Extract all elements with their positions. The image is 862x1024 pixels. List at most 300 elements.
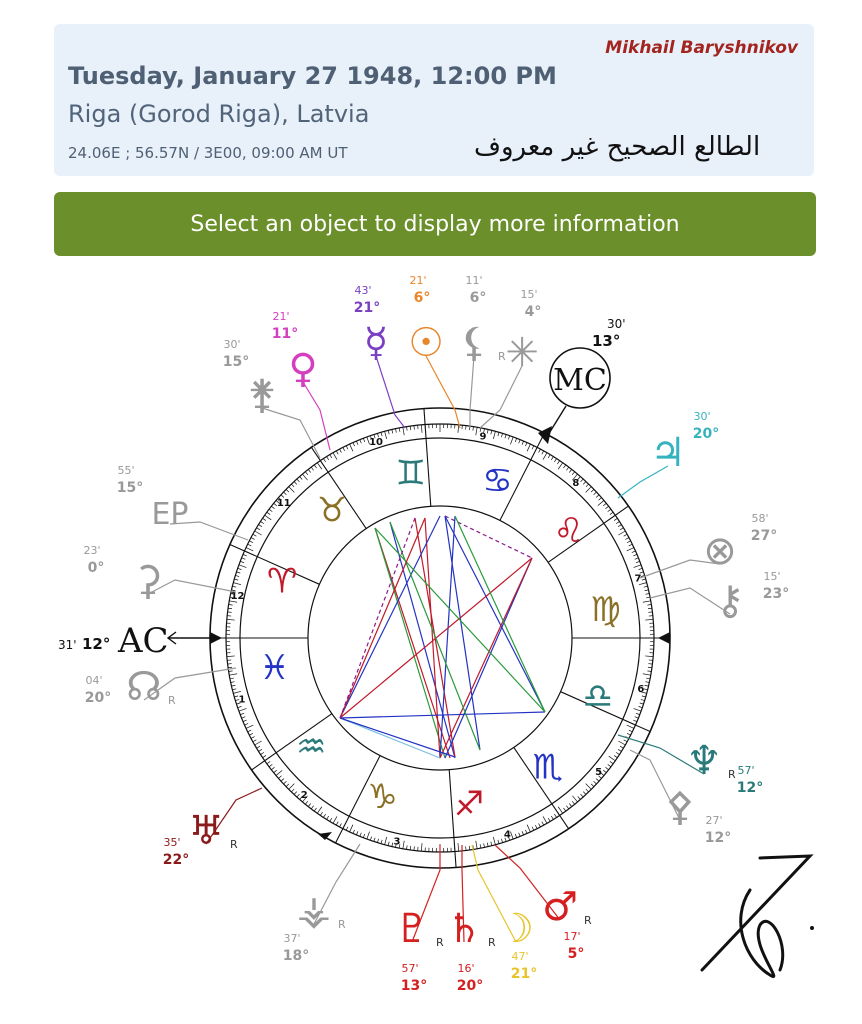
- degree-tick: [645, 594, 649, 595]
- sign-taurus[interactable]: ♉: [316, 490, 348, 531]
- house-number: 8: [572, 477, 580, 489]
- degree-tick: [558, 463, 563, 470]
- degree-tick: [627, 548, 634, 551]
- sign-pisces[interactable]: ♓: [259, 648, 290, 689]
- sign-virgo[interactable]: ♍: [590, 589, 621, 630]
- house-number: 9: [479, 431, 487, 443]
- degree-tick: [522, 831, 524, 835]
- pluto-icon[interactable]: ♇: [394, 906, 430, 952]
- degree-tick: [610, 512, 613, 514]
- degree-tick: [249, 733, 253, 735]
- degree-tick: [515, 834, 516, 838]
- house-number: 2: [300, 790, 308, 802]
- degree-tick: [232, 586, 236, 587]
- degree-tick: [323, 459, 325, 462]
- degree-tick: [510, 437, 513, 445]
- degree-tick: [519, 440, 520, 444]
- degree-tick: [551, 816, 553, 819]
- fortune-icon[interactable]: ⊗: [703, 528, 737, 574]
- degree-tick: [618, 525, 621, 527]
- degree-tick: [228, 667, 232, 668]
- degree-tick: [360, 833, 361, 837]
- degree-tick: [259, 525, 262, 527]
- degree-tick: [636, 561, 640, 562]
- ascendant-note: الطالع الصحيح غير معروف: [474, 132, 761, 162]
- degree-tick: [572, 801, 575, 804]
- degree-tick: [227, 656, 235, 657]
- degree-tick: [297, 794, 300, 797]
- zodiac-signs: [259, 454, 620, 825]
- north-node-degree: 20°: [84, 690, 112, 706]
- degree-tick: [232, 689, 236, 690]
- degree-tick: [493, 837, 495, 845]
- vertex-minute: 15': [520, 288, 538, 301]
- degree-tick: [569, 469, 571, 472]
- degree-tick: [363, 438, 364, 442]
- degree-tick: [229, 671, 233, 672]
- moon-degree: 21°: [510, 966, 538, 982]
- vesta-degree: 18°: [282, 948, 310, 964]
- degree-tick: [300, 476, 303, 479]
- coordinates: 24.06E ; 56.57N / 3E00, 09:00 AM UT: [68, 144, 348, 162]
- degree-tick: [239, 708, 247, 711]
- degree-tick: [484, 843, 485, 847]
- degree-tick: [317, 807, 322, 814]
- degree-tick: [563, 465, 565, 468]
- degree-tick: [363, 834, 364, 838]
- degree-tick: [343, 447, 345, 451]
- degree-tick: [645, 590, 649, 591]
- degree-tick: [259, 749, 262, 751]
- degree-tick: [527, 444, 530, 451]
- degree-tick: [381, 840, 382, 844]
- degree-tick: [542, 451, 544, 454]
- degree-tick: [642, 579, 646, 580]
- degree-tick: [640, 703, 644, 704]
- degree-tick: [271, 506, 274, 508]
- degree-tick: [566, 806, 568, 809]
- degree-tick: [542, 822, 544, 825]
- degree-tick: [236, 572, 240, 573]
- degree-tick: [230, 678, 234, 679]
- mercury-icon[interactable]: ☿: [363, 320, 389, 366]
- degree-tick: [605, 506, 608, 508]
- house-cusps: [210, 409, 670, 868]
- sign-aries[interactable]: ♈: [266, 561, 298, 602]
- degree-tick: [234, 696, 238, 697]
- neptune-icon[interactable]: ♆: [686, 738, 722, 784]
- degree-tick: [563, 808, 565, 811]
- degree-tick: [305, 472, 308, 475]
- degree-tick: [403, 841, 404, 849]
- north-node-icon[interactable]: ☊: [126, 664, 162, 710]
- degree-tick: [291, 789, 294, 792]
- degree-tick: [543, 453, 547, 460]
- degree-tick: [396, 429, 397, 433]
- degree-tick: [235, 575, 239, 576]
- info-banner: Select an object to display more information: [54, 192, 816, 256]
- degree-tick: [566, 467, 568, 470]
- degree-tick: [350, 825, 353, 832]
- degree-tick: [596, 779, 599, 782]
- degree-tick: [608, 509, 611, 511]
- degree-tick: [624, 740, 627, 742]
- venus-icon[interactable]: ♀: [288, 346, 318, 392]
- degree-tick: [240, 713, 244, 714]
- mc-degree: 13°: [592, 332, 621, 350]
- lilith-icon[interactable]: ⚸: [459, 320, 489, 366]
- degree-tick: [421, 425, 422, 433]
- degree-tick: [554, 814, 556, 817]
- degree-tick: [251, 737, 255, 739]
- degree-tick: [323, 814, 325, 817]
- vesta-retrograde: R: [338, 918, 346, 931]
- ascendant-marker[interactable]: [58, 621, 670, 661]
- degree-tick: [374, 838, 375, 842]
- degree-tick: [253, 740, 256, 742]
- degree-tick: [227, 619, 235, 620]
- degree-tick: [639, 706, 643, 707]
- degree-tick: [242, 558, 246, 559]
- sign-leo[interactable]: ♌: [553, 511, 584, 552]
- degree-tick: [480, 844, 481, 848]
- uranus-icon[interactable]: ♅: [188, 808, 224, 854]
- degree-tick: [229, 605, 233, 606]
- degree-tick: [569, 803, 571, 806]
- degree-tick: [527, 825, 530, 832]
- degree-tick: [598, 498, 601, 501]
- degree-tick: [320, 812, 322, 815]
- sign-gemini[interactable]: ♊: [395, 453, 427, 494]
- degree-tick: [624, 534, 627, 536]
- degree-tick: [370, 837, 371, 841]
- lilith-retrograde: R: [498, 350, 506, 363]
- degree-tick: [635, 717, 639, 718]
- uranus-degree: 22°: [162, 852, 190, 868]
- degree-tick: [594, 781, 597, 784]
- degree-tick: [591, 489, 594, 492]
- saturn-icon[interactable]: ♄: [446, 906, 482, 952]
- degree-tick: [539, 449, 541, 453]
- person-name[interactable]: Mikhail Baryshnikov: [605, 38, 798, 58]
- saturn-retrograde: R: [488, 936, 496, 949]
- degree-tick: [498, 432, 499, 436]
- degree-tick: [367, 832, 370, 840]
- degree-tick: [340, 449, 342, 453]
- degree-tick: [340, 823, 342, 827]
- lilith-leader: [470, 356, 474, 428]
- degree-tick: [308, 469, 310, 472]
- degree-tick: [535, 825, 537, 829]
- mars-icon[interactable]: ♂: [542, 884, 578, 930]
- degree-tick: [240, 561, 244, 562]
- degree-tick: [616, 752, 619, 754]
- degree-tick: [614, 755, 617, 757]
- degree-tick: [243, 554, 247, 556]
- degree-tick: [381, 432, 382, 436]
- degree-tick: [330, 455, 332, 458]
- degree-tick: [360, 440, 361, 444]
- degree-tick: [276, 770, 282, 775]
- degree-tick: [246, 548, 253, 551]
- degree-tick: [618, 741, 625, 745]
- degree-tick: [346, 446, 348, 450]
- degree-tick: [603, 503, 606, 506]
- fortune-minute: 58': [751, 512, 769, 525]
- degree-tick: [392, 429, 393, 433]
- signature: [690, 850, 820, 990]
- degree-tick: [228, 608, 232, 609]
- chart-header: [54, 24, 814, 176]
- degree-tick: [234, 579, 238, 580]
- degree-tick: [283, 781, 286, 784]
- degree-tick: [642, 696, 646, 697]
- degree-tick: [278, 776, 281, 779]
- degree-tick: [557, 461, 559, 464]
- degree-tick: [289, 487, 295, 493]
- degree-tick: [618, 749, 621, 751]
- jupiter-icon[interactable]: ♃: [650, 430, 686, 476]
- degree-tick: [239, 565, 247, 568]
- degree-tick: [634, 708, 642, 711]
- degree-tick: [596, 495, 599, 498]
- degree-tick: [248, 544, 252, 546]
- degree-tick: [245, 723, 249, 725]
- degree-tick: [581, 479, 584, 482]
- degree-tick: [385, 837, 387, 845]
- pallas-icon[interactable]: ⚴: [665, 784, 695, 830]
- degree-tick: [377, 839, 378, 843]
- degree-tick: [327, 816, 329, 819]
- degree-tick: [314, 808, 316, 811]
- degree-tick: [476, 841, 477, 849]
- degree-tick: [356, 441, 358, 445]
- sun-icon[interactable]: ☉: [408, 320, 444, 366]
- uranus-minute: 35': [163, 836, 181, 849]
- degree-tick: [238, 706, 242, 707]
- degree-tick: [551, 457, 553, 460]
- degree-tick: [261, 521, 264, 523]
- degree-tick: [399, 428, 400, 432]
- degree-tick: [286, 784, 289, 787]
- degree-tick: [267, 512, 270, 514]
- sun-degree: 6°: [413, 290, 431, 306]
- degree-tick: [643, 601, 651, 602]
- ac-degree: 12°: [82, 635, 111, 653]
- pallas-degree: 12°: [704, 830, 732, 846]
- sun-minute: 21': [409, 274, 427, 287]
- degree-tick: [636, 713, 640, 714]
- degree-tick: [632, 551, 636, 553]
- degree-tick: [353, 443, 355, 447]
- degree-tick: [634, 565, 642, 568]
- degree-tick: [353, 830, 355, 834]
- degree-tick: [491, 842, 492, 846]
- chiron-minute: 15': [763, 570, 781, 583]
- jupiter-degree: 20°: [692, 426, 720, 442]
- neptune-degree: 12°: [736, 780, 764, 796]
- ceres-minute: 23': [83, 544, 101, 557]
- degree-tick: [263, 518, 266, 520]
- degree-tick: [308, 803, 310, 806]
- degree-tick: [473, 427, 474, 431]
- degree-tick: [229, 674, 237, 675]
- degree-tick: [635, 558, 639, 559]
- degree-tick: [336, 822, 338, 825]
- degree-tick: [385, 431, 387, 439]
- pluto-retrograde: R: [436, 936, 444, 949]
- house-number: 5: [595, 767, 603, 779]
- sign-cancer[interactable]: ♋: [482, 461, 513, 502]
- degree-tick: [629, 730, 633, 732]
- degree-tick: [333, 816, 337, 823]
- ac-label: AC: [118, 621, 169, 661]
- chiron-icon[interactable]: ⚷: [715, 578, 745, 624]
- degree-tick: [641, 699, 645, 700]
- degree-tick: [648, 608, 652, 609]
- east-point-icon[interactable]: EP: [151, 497, 189, 532]
- degree-tick: [645, 685, 649, 686]
- jupiter-minute: 30': [693, 410, 711, 423]
- degree-tick: [572, 796, 577, 802]
- mc-minute: 30': [607, 317, 626, 331]
- degree-tick: [645, 682, 649, 683]
- sign-capricorn[interactable]: ♑: [367, 776, 398, 817]
- juno-degree: 15°: [222, 354, 250, 370]
- degree-tick: [286, 489, 289, 492]
- degree-tick: [487, 429, 488, 433]
- moon-icon[interactable]: ☽: [498, 906, 534, 952]
- juno-minute: 30': [223, 338, 241, 351]
- degree-tick: [330, 818, 332, 821]
- juno-icon[interactable]: ⚵: [247, 372, 277, 418]
- degree-tick: [609, 756, 616, 761]
- degree-tick: [458, 843, 459, 851]
- degree-tick: [644, 689, 648, 690]
- mercury-degree: 21°: [353, 300, 381, 316]
- neptune-minute: 57': [737, 764, 755, 777]
- degree-tick: [525, 443, 527, 447]
- degree-tick: [539, 823, 541, 827]
- degree-tick: [410, 846, 411, 850]
- degree-tick: [614, 518, 617, 520]
- uranus-retrograde: R: [230, 838, 238, 851]
- degree-tick: [231, 682, 235, 683]
- degree-tick: [421, 843, 422, 851]
- degree-tick: [519, 833, 520, 837]
- degree-tick: [242, 717, 246, 718]
- sign-sagittarius[interactable]: ♐: [453, 784, 485, 825]
- neptune-retrograde: R: [728, 768, 736, 781]
- degree-tick: [620, 746, 623, 748]
- degree-tick: [314, 465, 316, 468]
- birth-place: Riga (Gorod Riga), Latvia: [68, 100, 370, 128]
- degree-tick: [233, 691, 241, 693]
- mc-label: MC: [553, 363, 607, 398]
- sign-scorpio[interactable]: ♏: [532, 747, 564, 788]
- planet-glyphs: [83, 274, 789, 994]
- degree-tick: [646, 597, 650, 598]
- saturn-degree: 20°: [456, 978, 484, 994]
- fortune-degree: 27°: [750, 528, 778, 544]
- degree-tick: [487, 843, 488, 847]
- degree-tick: [532, 827, 534, 831]
- degree-tick: [522, 441, 524, 445]
- sign-aquarius[interactable]: ♒: [296, 726, 327, 767]
- degree-tick: [297, 479, 300, 482]
- venus-degree: 11°: [271, 326, 299, 342]
- midheaven-marker[interactable]: [538, 317, 626, 444]
- degree-tick: [257, 746, 260, 748]
- venus-leader: [303, 382, 330, 450]
- moon-minute: 47': [511, 950, 529, 963]
- degree-tick: [255, 531, 262, 535]
- venus-minute: 21': [272, 310, 290, 323]
- house-number: 10: [369, 437, 383, 449]
- mars-minute: 17': [563, 930, 581, 943]
- degree-tick: [616, 521, 619, 523]
- ceres-icon[interactable]: ⚳: [133, 558, 163, 604]
- degree-tick: [583, 792, 586, 795]
- degree-tick: [311, 467, 313, 470]
- degree-tick: [586, 789, 589, 792]
- house-number: 3: [393, 836, 401, 848]
- degree-tick: [410, 426, 411, 430]
- mercury-minute: 43': [354, 284, 372, 297]
- degree-tick: [407, 427, 408, 431]
- sign-libra[interactable]: ♎: [582, 676, 614, 717]
- vesta-icon[interactable]: ⚶: [297, 888, 331, 934]
- degree-tick: [645, 619, 653, 620]
- degree-tick: [493, 431, 495, 439]
- inner-ring: [308, 506, 572, 770]
- mars-retrograde: R: [584, 914, 592, 927]
- degree-tick: [458, 425, 459, 433]
- degree-tick: [618, 531, 625, 535]
- degree-tick: [646, 678, 650, 679]
- degree-tick: [294, 481, 297, 484]
- degree-tick: [317, 463, 322, 470]
- pallas-minute: 27': [705, 814, 723, 827]
- vertex-icon[interactable]: ✳: [505, 330, 539, 376]
- degree-tick: [294, 792, 297, 795]
- degree-tick: [253, 534, 256, 536]
- degree-tick: [333, 453, 337, 460]
- degree-tick: [633, 720, 637, 722]
- degree-tick: [255, 741, 262, 745]
- degree-tick: [505, 434, 506, 438]
- degree-tick: [554, 459, 556, 462]
- degree-tick: [274, 770, 277, 773]
- degree-tick: [558, 807, 563, 814]
- north-node-retrograde: R: [168, 694, 176, 707]
- degree-tick: [281, 779, 284, 782]
- degree-tick: [586, 487, 592, 493]
- degree-tick: [336, 451, 338, 454]
- degree-tick: [233, 583, 241, 585]
- degree-tick: [311, 806, 313, 809]
- degree-tick: [594, 492, 597, 495]
- degree-tick: [491, 430, 492, 434]
- degree-tick: [327, 457, 329, 460]
- degree-tick: [231, 685, 235, 686]
- degree-tick: [251, 538, 255, 540]
- degree-tick: [238, 568, 242, 569]
- lilith-minute: 11': [465, 274, 483, 287]
- birth-date: Tuesday, January 27 1948, 12:00 PM: [68, 62, 557, 90]
- degree-tick: [350, 444, 353, 451]
- degree-tick: [586, 784, 592, 790]
